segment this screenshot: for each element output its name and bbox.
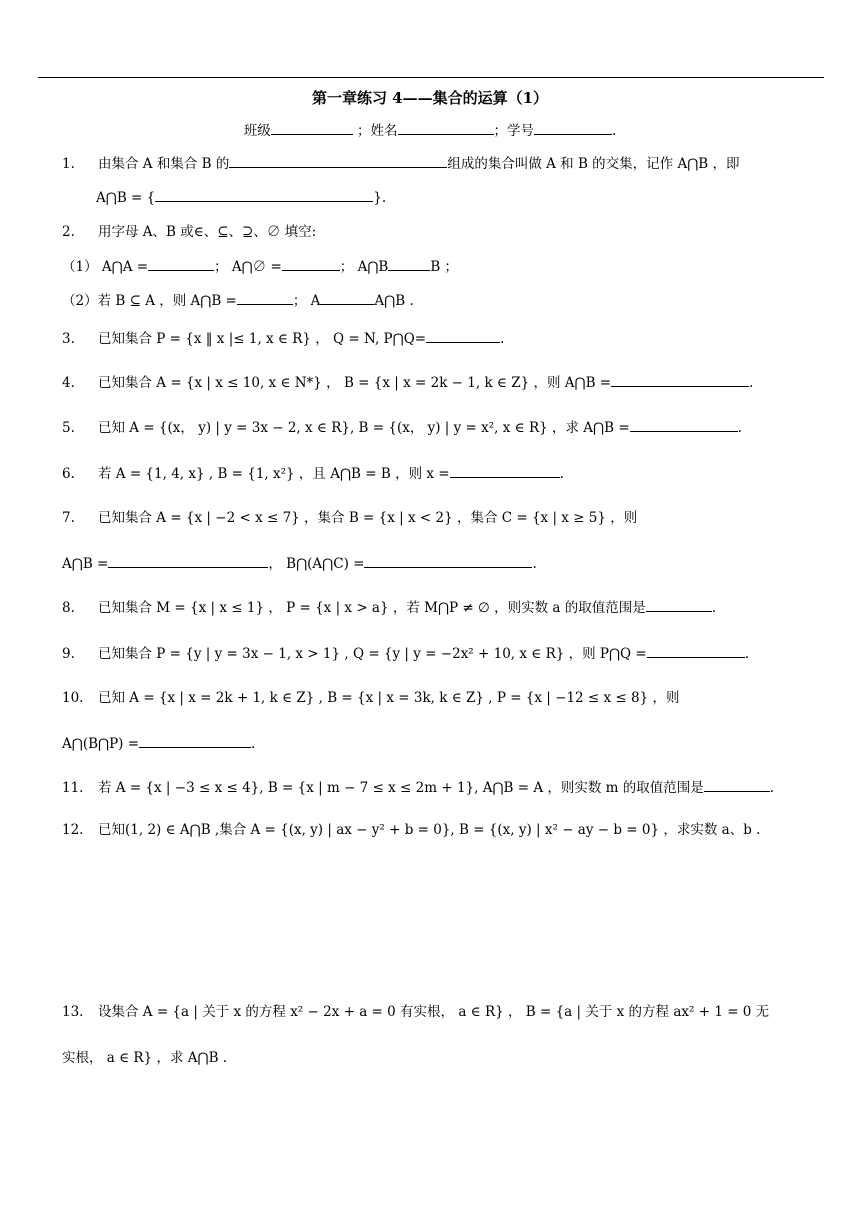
question-text: （2）若 B ⊆ A ，则 A⋂B = xyxy=(62,293,237,309)
question-number: 12. xyxy=(62,822,84,838)
question-text: 已知 A = {x | x = 2k + 1, k ∈ Z} , B = {x | x = 3k, k ∈ Z} , P = {x | −12 ≤ x ≤ 8} ，则 xyxy=(98,690,680,706)
answer-blank[interactable] xyxy=(704,777,770,792)
question-13-line2 xyxy=(62,1048,227,1068)
answer-blank[interactable] xyxy=(108,553,268,568)
question-7-line2 xyxy=(62,553,537,574)
question-text: 组成的集合叫做 A 和 B 的交集，记作 A⋂B ，即 xyxy=(447,156,740,172)
question-13 xyxy=(62,1002,769,1022)
question-end: . xyxy=(711,600,717,616)
question-number: 9. xyxy=(62,646,75,662)
question-text: 由集合 A 和集合 B 的 xyxy=(98,156,230,172)
name-blank[interactable] xyxy=(398,120,494,135)
question-10-line2 xyxy=(62,733,255,754)
question-10 xyxy=(62,688,680,708)
question-end: . xyxy=(559,466,564,482)
question-4 xyxy=(62,372,753,393)
question-number: 10. xyxy=(62,690,84,706)
question-2-part1 xyxy=(62,256,458,277)
question-number: 4. xyxy=(62,375,75,391)
question-text: 已知集合 P = {x ‖ x |≤ 1, x ∈ R} ， Q = N, P⋂Q= xyxy=(98,331,427,347)
question-6 xyxy=(62,463,564,484)
question-text: A⋂(B⋂P) = xyxy=(62,736,140,752)
question-text: 实根， a ∈ R} ，求 A⋂B . xyxy=(62,1050,228,1066)
id-blank[interactable] xyxy=(534,120,612,135)
question-text: A⋂B . xyxy=(374,293,414,309)
question-1 xyxy=(62,153,740,174)
question-end: . xyxy=(769,780,775,796)
question-text: }. xyxy=(373,190,387,206)
answer-blank[interactable] xyxy=(388,256,430,271)
question-text: 已知 A = {(x， y) | y = 3x − 2, x ∈ R}, B = {(x， y) | y = x², x ∈ R} ，求 A⋂B = xyxy=(98,420,630,436)
question-text: ； A xyxy=(292,293,321,309)
question-number: 6. xyxy=(62,466,75,482)
question-text: （1） A⋂A = xyxy=(62,259,149,275)
student-info-line xyxy=(0,120,860,141)
answer-blank[interactable] xyxy=(237,290,293,305)
id-label: ；学号 xyxy=(493,123,534,139)
question-end: . xyxy=(532,556,537,572)
question-text: 用字母 A、B 或∈、⊆、⊇、∅ 填空: xyxy=(98,224,317,240)
question-11 xyxy=(62,777,774,798)
answer-blank[interactable] xyxy=(282,256,340,271)
question-2-part2 xyxy=(62,290,414,311)
question-text: 设集合 A = {a | 关于 x 的方程 x² − 2x + a = 0 有实根， a ∈ R} ， B = {a | 关于 x 的方程 ax² + 1 = 0 无 xyxy=(98,1004,770,1020)
question-text: B ； xyxy=(430,259,459,275)
question-end: . xyxy=(251,736,256,752)
answer-blank[interactable] xyxy=(155,187,373,202)
question-end: . xyxy=(737,420,742,436)
class-blank[interactable] xyxy=(271,120,353,135)
question-text: ； A⋂∅ = xyxy=(214,259,282,275)
header-rule xyxy=(38,77,824,78)
question-text: ， B⋂(A⋂C) = xyxy=(268,556,365,572)
answer-blank[interactable] xyxy=(450,463,560,478)
question-12 xyxy=(62,820,760,840)
question-end: . xyxy=(749,375,754,391)
question-number: 11. xyxy=(62,780,84,796)
answer-blank[interactable] xyxy=(647,643,745,658)
question-text: A⋂B = { xyxy=(96,190,156,206)
question-text: A⋂B = xyxy=(62,556,109,572)
answer-blank[interactable] xyxy=(611,372,749,387)
answer-blank[interactable] xyxy=(646,597,712,612)
question-number: 5. xyxy=(62,420,75,436)
question-text: ； A⋂B xyxy=(339,259,389,275)
question-text: 若 A = {1, 4, x} , B = {1, x²} ，且 A⋂B = B ，则 x = xyxy=(98,466,450,482)
question-text: 已知(1, 2) ∈ A⋂B ,集合 A = {(x, y) | ax − y² + b = 0}, B = {(x, y) | x² − ay − b = 0} ，求实数 a、b . xyxy=(98,822,761,838)
question-text: 已知集合 A = {x | x ≤ 10, x ∈ N*} ， B = {x | x = 2k − 1, k ∈ Z} ，则 A⋂B = xyxy=(98,375,612,391)
answer-blank[interactable] xyxy=(139,733,251,748)
answer-blank[interactable] xyxy=(630,417,738,432)
answer-blank[interactable] xyxy=(364,553,532,568)
question-number: 13. xyxy=(62,1004,84,1020)
name-label: ；姓名 xyxy=(357,123,398,139)
question-text: 已知集合 P = {y | y = 3x − 1, x > 1} , Q = {y | y = −2x² + 10, x ∈ R} ，则 P⋂Q = xyxy=(98,646,647,662)
question-2 xyxy=(62,222,316,242)
question-1-line2 xyxy=(96,187,386,208)
info-end: . xyxy=(612,123,617,139)
answer-blank[interactable] xyxy=(426,328,500,343)
question-text: 已知集合 M = {x | x ≤ 1} ， P = {x | x > a} ，若 M⋂P ≠ ∅ ，则实数 a 的取值范围是 xyxy=(98,600,646,616)
question-number: 7. xyxy=(62,510,75,526)
question-text: 已知集合 A = {x | −2 < x ≤ 7} ，集合 B = {x | x < 2} ，集合 C = {x | x ≥ 5} ，则 xyxy=(98,510,638,526)
answer-blank[interactable] xyxy=(148,256,214,271)
question-end: . xyxy=(744,646,750,662)
question-text: 若 A = {x | −3 ≤ x ≤ 4}, B = {x | m − 7 ≤ x ≤ 2m + 1}, A⋂B = A ，则实数 m 的取值范围是 xyxy=(98,780,704,796)
question-end: . xyxy=(500,331,505,347)
question-number: 2. xyxy=(62,224,75,240)
question-number: 8. xyxy=(62,600,75,616)
question-number: 3. xyxy=(62,331,75,347)
question-7 xyxy=(62,508,637,528)
class-label: 班级 xyxy=(243,123,271,139)
answer-blank[interactable] xyxy=(320,290,374,305)
question-9 xyxy=(62,643,749,664)
question-3 xyxy=(62,328,504,349)
page-title: 第一章练习 4——集合的运算（1） xyxy=(311,89,549,107)
question-8 xyxy=(62,597,716,618)
question-number: 1. xyxy=(62,156,75,172)
question-5 xyxy=(62,417,742,438)
answer-blank[interactable] xyxy=(229,153,447,168)
